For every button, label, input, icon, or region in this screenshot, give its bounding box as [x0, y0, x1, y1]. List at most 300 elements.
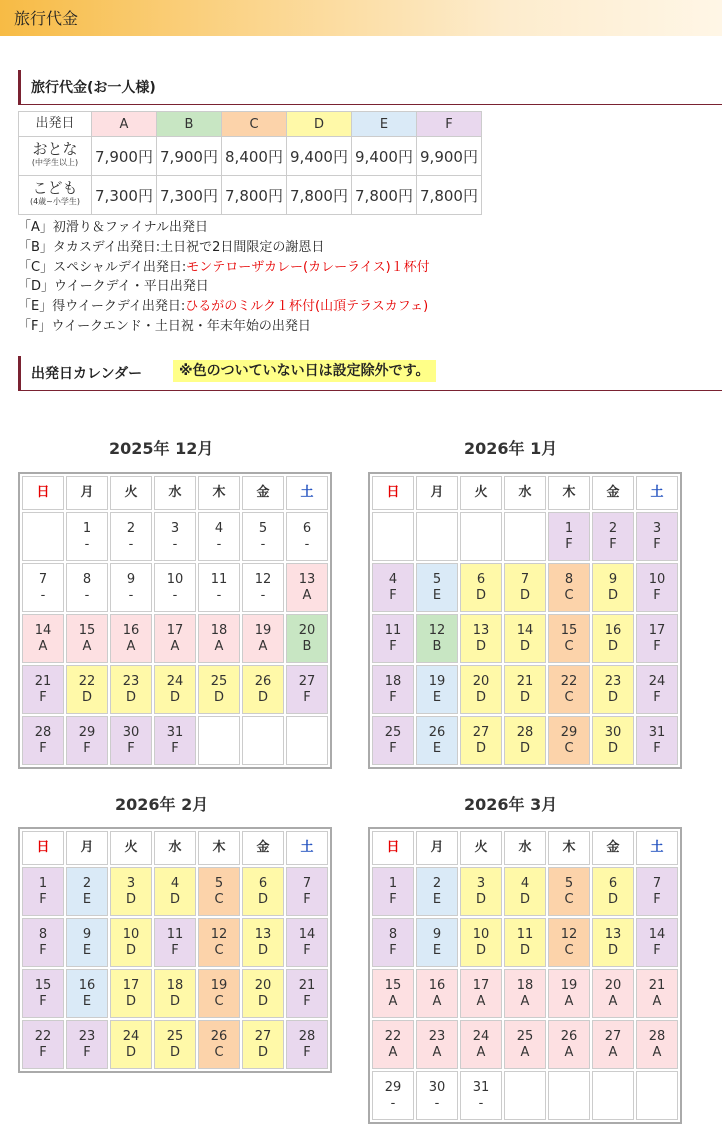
calendar-day [636, 665, 678, 714]
calendar-day [548, 867, 590, 916]
fare-code: F [39, 993, 47, 1009]
calendar-day [110, 1020, 152, 1069]
calendar-week-row [22, 512, 328, 561]
day-number: 18 [166, 977, 184, 993]
day-number: 6 [258, 875, 268, 891]
calendar-day [66, 1020, 108, 1069]
day-number: 4 [214, 520, 224, 536]
day-number: 16 [428, 977, 446, 993]
page-title: 旅行代金 [14, 9, 79, 28]
fare-code: F [83, 1044, 91, 1060]
day-number: 11 [166, 926, 184, 942]
price-table-header-row [19, 112, 482, 137]
day-number: 23 [78, 1028, 96, 1044]
calendar-section-header [18, 356, 722, 391]
weekday-header: 金 [242, 831, 284, 865]
fare-code: D [607, 740, 618, 756]
calendar-week-row [22, 1020, 328, 1069]
day-number: 1 [82, 520, 92, 536]
fare-code: D [257, 689, 268, 705]
calendar-day [242, 918, 284, 967]
day-number: 21 [298, 977, 316, 993]
weekday-header: 土 [636, 831, 678, 865]
calendar-day [22, 563, 64, 612]
calendar-day [154, 969, 196, 1018]
fare-code: A [302, 587, 312, 603]
calendar-day [504, 867, 546, 916]
calendar-day [592, 867, 634, 916]
day-number: 5 [564, 875, 574, 891]
day-number: 24 [122, 1028, 140, 1044]
calendar-day [66, 867, 108, 916]
calendar-week-row [22, 614, 328, 663]
fare-code: F [171, 740, 179, 756]
fare-code: F [39, 891, 47, 907]
calendar-day [504, 918, 546, 967]
weekday-header: 土 [286, 831, 328, 865]
fare-code: F [389, 942, 397, 958]
day-number: 8 [38, 926, 48, 942]
calendar-empty-day [198, 716, 240, 765]
day-number: 14 [516, 622, 534, 638]
fare-code: E [432, 891, 442, 907]
fare-code: B [302, 638, 312, 654]
day-number: 3 [126, 875, 136, 891]
fare-code: E [432, 689, 442, 705]
fare-code: D [169, 689, 180, 705]
day-number: 5 [432, 571, 442, 587]
fare-code: D [213, 689, 224, 705]
calendar-day [636, 1020, 678, 1069]
calendar-day [460, 969, 502, 1018]
calendar-day [460, 918, 502, 967]
day-number: 19 [560, 977, 578, 993]
day-number: 9 [126, 571, 136, 587]
day-number: 20 [472, 673, 490, 689]
day-number: 6 [476, 571, 486, 587]
fare-code: D [607, 942, 618, 958]
calendar-day [22, 969, 64, 1018]
fare-code: A [432, 1044, 442, 1060]
weekday-header: 水 [154, 831, 196, 865]
day-number: 22 [34, 1028, 52, 1044]
calendar-day [154, 563, 196, 612]
day-number: 24 [166, 673, 184, 689]
calendar-2025-12 [18, 472, 332, 769]
calendar-day [504, 563, 546, 612]
fare-code: D [169, 993, 180, 1009]
day-number: 20 [298, 622, 316, 638]
day-number: 21 [516, 673, 534, 689]
day-number: 13 [472, 622, 490, 638]
calendar-day [636, 614, 678, 663]
fare-code: F [303, 689, 311, 705]
calendar-empty-day [460, 512, 502, 561]
day-number: 29 [384, 1079, 402, 1095]
calendar-day [460, 1071, 502, 1120]
day-number: 7 [302, 875, 312, 891]
fare-code: D [125, 993, 136, 1009]
calendar-day [372, 918, 414, 967]
day-number: 29 [78, 724, 96, 740]
fare-code: D [519, 689, 530, 705]
fare-code: F [653, 536, 661, 552]
calendar-week-row [372, 716, 678, 765]
day-number: 29 [560, 724, 578, 740]
fare-code: A [82, 638, 92, 654]
day-number: 3 [476, 875, 486, 891]
day-number: 8 [564, 571, 574, 587]
day-number: 30 [122, 724, 140, 740]
calendar-day [460, 1020, 502, 1069]
price-table [18, 111, 482, 215]
calendar-day [372, 867, 414, 916]
calendar-title-mar: 2026年 3月 [464, 795, 558, 814]
day-number: 15 [384, 977, 402, 993]
day-number: 11 [384, 622, 402, 638]
price-cell: 7,800円 [287, 176, 352, 215]
day-number: 11 [210, 571, 228, 587]
day-number: 23 [122, 673, 140, 689]
day-number: 6 [608, 875, 618, 891]
day-number: 26 [560, 1028, 578, 1044]
day-number: 1 [564, 520, 574, 536]
fare-code: D [607, 891, 618, 907]
fare-code: - [434, 1095, 440, 1111]
fare-code: D [125, 891, 136, 907]
fare-code: D [475, 740, 486, 756]
calendar-day [416, 969, 458, 1018]
day-number: 24 [472, 1028, 490, 1044]
calendar-day [286, 918, 328, 967]
calendar-empty-day [592, 1071, 634, 1120]
calendar-day [416, 1020, 458, 1069]
calendar-day [110, 969, 152, 1018]
fare-legend [18, 218, 430, 337]
calendar-day [592, 563, 634, 612]
fare-code: - [128, 587, 134, 603]
calendar-day [548, 665, 590, 714]
fare-code: D [125, 942, 136, 958]
fare-code: F [303, 942, 311, 958]
calendar-day [110, 512, 152, 561]
calendar-week-row [22, 563, 328, 612]
calendar-day [548, 614, 590, 663]
day-number: 4 [170, 875, 180, 891]
calendar-week-row [372, 563, 678, 612]
calendar-day [198, 1020, 240, 1069]
price-cell: 8,400円 [222, 137, 287, 176]
fare-code: C [214, 1044, 224, 1060]
price-col-f: F [417, 112, 482, 137]
fare-code: C [564, 689, 574, 705]
fare-code: F [303, 993, 311, 1009]
fare-code: A [608, 1044, 618, 1060]
calendar-day [22, 665, 64, 714]
calendar-day [372, 665, 414, 714]
weekday-header: 金 [242, 476, 284, 510]
fare-code: F [389, 587, 397, 603]
calendar-week-row [372, 969, 678, 1018]
weekday-header: 木 [198, 831, 240, 865]
weekday-header: 月 [416, 831, 458, 865]
calendar-day [592, 969, 634, 1018]
calendar-day [154, 665, 196, 714]
price-cell: 9,400円 [352, 137, 417, 176]
calendar-week-row [22, 918, 328, 967]
calendar-day [548, 918, 590, 967]
fare-code: E [432, 942, 442, 958]
fare-code: A [608, 993, 618, 1009]
fare-code: F [653, 942, 661, 958]
calendar-empty-day [548, 1071, 590, 1120]
calendar-day [460, 665, 502, 714]
calendar-day [110, 918, 152, 967]
day-number: 27 [254, 1028, 272, 1044]
fare-code: - [172, 536, 178, 552]
calendar-day [198, 665, 240, 714]
calendar-day [372, 614, 414, 663]
calendar-day [548, 512, 590, 561]
day-number: 14 [648, 926, 666, 942]
day-number: 28 [298, 1028, 316, 1044]
day-number: 8 [82, 571, 92, 587]
weekday-header: 日 [22, 831, 64, 865]
fare-code: F [653, 689, 661, 705]
calendar-day [504, 716, 546, 765]
price-cell: 7,800円 [222, 176, 287, 215]
legend-item: 「C」スペシャルデイ出発日:モンテローザカレー(カレーライス)１杯付 [18, 259, 430, 275]
fare-code: A [258, 638, 268, 654]
fare-code: C [564, 740, 574, 756]
price-row-label: こども (4歳~小学生) [19, 176, 92, 215]
fare-code: - [260, 587, 266, 603]
day-number: 14 [34, 622, 52, 638]
calendar-note: ※色のついていない日は設定除外です。 [173, 360, 436, 382]
fare-code: C [214, 993, 224, 1009]
weekday-header: 土 [286, 476, 328, 510]
calendar-day [460, 614, 502, 663]
calendar-week-row [372, 867, 678, 916]
calendar-week-row [22, 665, 328, 714]
calendar-day [286, 969, 328, 1018]
calendar-day [504, 1020, 546, 1069]
day-number: 31 [648, 724, 666, 740]
calendar-empty-day [636, 1071, 678, 1120]
calendar-day [548, 969, 590, 1018]
fare-code: F [39, 689, 47, 705]
fare-code: B [432, 638, 442, 654]
calendar-day [592, 716, 634, 765]
calendar-day [416, 716, 458, 765]
day-number: 16 [122, 622, 140, 638]
day-number: 22 [384, 1028, 402, 1044]
day-number: 21 [648, 977, 666, 993]
calendar-empty-day [242, 716, 284, 765]
calendar-day [636, 512, 678, 561]
day-number: 1 [38, 875, 48, 891]
fare-code: - [40, 587, 46, 603]
price-cell: 7,800円 [417, 176, 482, 215]
weekday-header: 月 [416, 476, 458, 510]
weekday-header: 水 [154, 476, 196, 510]
fare-code: F [303, 891, 311, 907]
day-number: 17 [166, 622, 184, 638]
weekday-header: 木 [548, 476, 590, 510]
price-col-d: D [287, 112, 352, 137]
day-number: 2 [126, 520, 136, 536]
fare-code: - [390, 1095, 396, 1111]
calendar-day [636, 867, 678, 916]
calendar-empty-day [372, 512, 414, 561]
day-number: 9 [432, 926, 442, 942]
price-cell: 7,300円 [157, 176, 222, 215]
weekday-header: 火 [110, 831, 152, 865]
day-number: 18 [516, 977, 534, 993]
day-number: 13 [298, 571, 316, 587]
calendar-day [416, 563, 458, 612]
price-cell: 9,400円 [287, 137, 352, 176]
calendar-day [242, 563, 284, 612]
calendar-day [110, 665, 152, 714]
fare-code: F [303, 1044, 311, 1060]
weekday-header: 日 [22, 476, 64, 510]
fare-code: - [172, 587, 178, 603]
legend-item: 「D」ウイークデイ・平日出発日 [18, 279, 209, 295]
day-number: 10 [166, 571, 184, 587]
fare-code: D [169, 1044, 180, 1060]
weekday-header-row [372, 831, 678, 865]
fare-code: F [171, 942, 179, 958]
day-number: 17 [122, 977, 140, 993]
fare-code: A [388, 993, 398, 1009]
weekday-header: 火 [110, 476, 152, 510]
calendar-week-row [22, 716, 328, 765]
day-number: 6 [302, 520, 312, 536]
fare-code: A [432, 993, 442, 1009]
calendar-day [286, 512, 328, 561]
calendar-day [460, 563, 502, 612]
day-number: 18 [210, 622, 228, 638]
fare-code: D [257, 993, 268, 1009]
calendar-day [548, 716, 590, 765]
price-section-title: 旅行代金(お一人様) [31, 80, 156, 96]
calendar-section-title: 出発日カレンダー [31, 366, 143, 382]
calendar-day [110, 716, 152, 765]
calendar-title-feb: 2026年 2月 [115, 795, 209, 814]
fare-code: A [170, 638, 180, 654]
calendar-day [504, 614, 546, 663]
calendar-empty-day [416, 512, 458, 561]
fare-code: D [519, 638, 530, 654]
calendar-day [66, 512, 108, 561]
weekday-header: 金 [592, 476, 634, 510]
calendar-day [22, 716, 64, 765]
fare-code: E [432, 740, 442, 756]
fare-code: D [125, 1044, 136, 1060]
fare-code: D [257, 942, 268, 958]
day-number: 12 [428, 622, 446, 638]
calendar-day [154, 716, 196, 765]
calendar-day [242, 665, 284, 714]
day-number: 9 [608, 571, 618, 587]
day-number: 15 [560, 622, 578, 638]
calendar-day [22, 867, 64, 916]
calendar-empty-day [22, 512, 64, 561]
calendar-day [242, 867, 284, 916]
fare-code: A [476, 993, 486, 1009]
fare-code: F [389, 689, 397, 705]
weekday-header: 火 [460, 831, 502, 865]
fare-code: D [607, 587, 618, 603]
fare-code: F [565, 536, 573, 552]
price-cell: 7,900円 [157, 137, 222, 176]
calendar-day [66, 665, 108, 714]
calendar-day [154, 512, 196, 561]
calendar-day [416, 614, 458, 663]
calendar-week-row [372, 614, 678, 663]
day-number: 4 [520, 875, 530, 891]
day-number: 16 [604, 622, 622, 638]
calendar-title-jan: 2026年 1月 [464, 439, 558, 458]
fare-code: C [214, 942, 224, 958]
calendar-day [154, 1020, 196, 1069]
day-number: 1 [388, 875, 398, 891]
day-number: 17 [648, 622, 666, 638]
calendar-day [66, 716, 108, 765]
calendar-day [372, 969, 414, 1018]
calendar-day [416, 918, 458, 967]
calendar-day [636, 563, 678, 612]
day-number: 26 [428, 724, 446, 740]
day-number: 27 [298, 673, 316, 689]
day-number: 7 [38, 571, 48, 587]
price-cell: 9,900円 [417, 137, 482, 176]
calendar-day [110, 867, 152, 916]
calendar-day [416, 1071, 458, 1120]
fare-code: D [607, 689, 618, 705]
calendar-day [198, 867, 240, 916]
price-row-label: おとな (中学生以上) [19, 137, 92, 176]
day-number: 31 [472, 1079, 490, 1095]
calendar-day [592, 665, 634, 714]
weekday-header: 月 [66, 476, 108, 510]
fare-code: D [169, 891, 180, 907]
weekday-header: 火 [460, 476, 502, 510]
calendar-day [636, 918, 678, 967]
fare-code: A [652, 993, 662, 1009]
weekday-header: 土 [636, 476, 678, 510]
fare-code: C [564, 587, 574, 603]
day-number: 10 [122, 926, 140, 942]
calendar-empty-day [504, 512, 546, 561]
fare-code: D [519, 942, 530, 958]
price-row-adult [19, 137, 482, 176]
fare-code: D [475, 689, 486, 705]
fare-code: F [83, 740, 91, 756]
calendar-day [416, 867, 458, 916]
calendar-day [154, 614, 196, 663]
fare-code: D [475, 891, 486, 907]
fare-code: D [519, 587, 530, 603]
weekday-header: 木 [198, 476, 240, 510]
price-col-e: E [352, 112, 417, 137]
day-number: 7 [520, 571, 530, 587]
calendar-week-row [22, 969, 328, 1018]
calendar-week-row [372, 918, 678, 967]
calendar-day [504, 969, 546, 1018]
price-cell: 7,900円 [92, 137, 157, 176]
